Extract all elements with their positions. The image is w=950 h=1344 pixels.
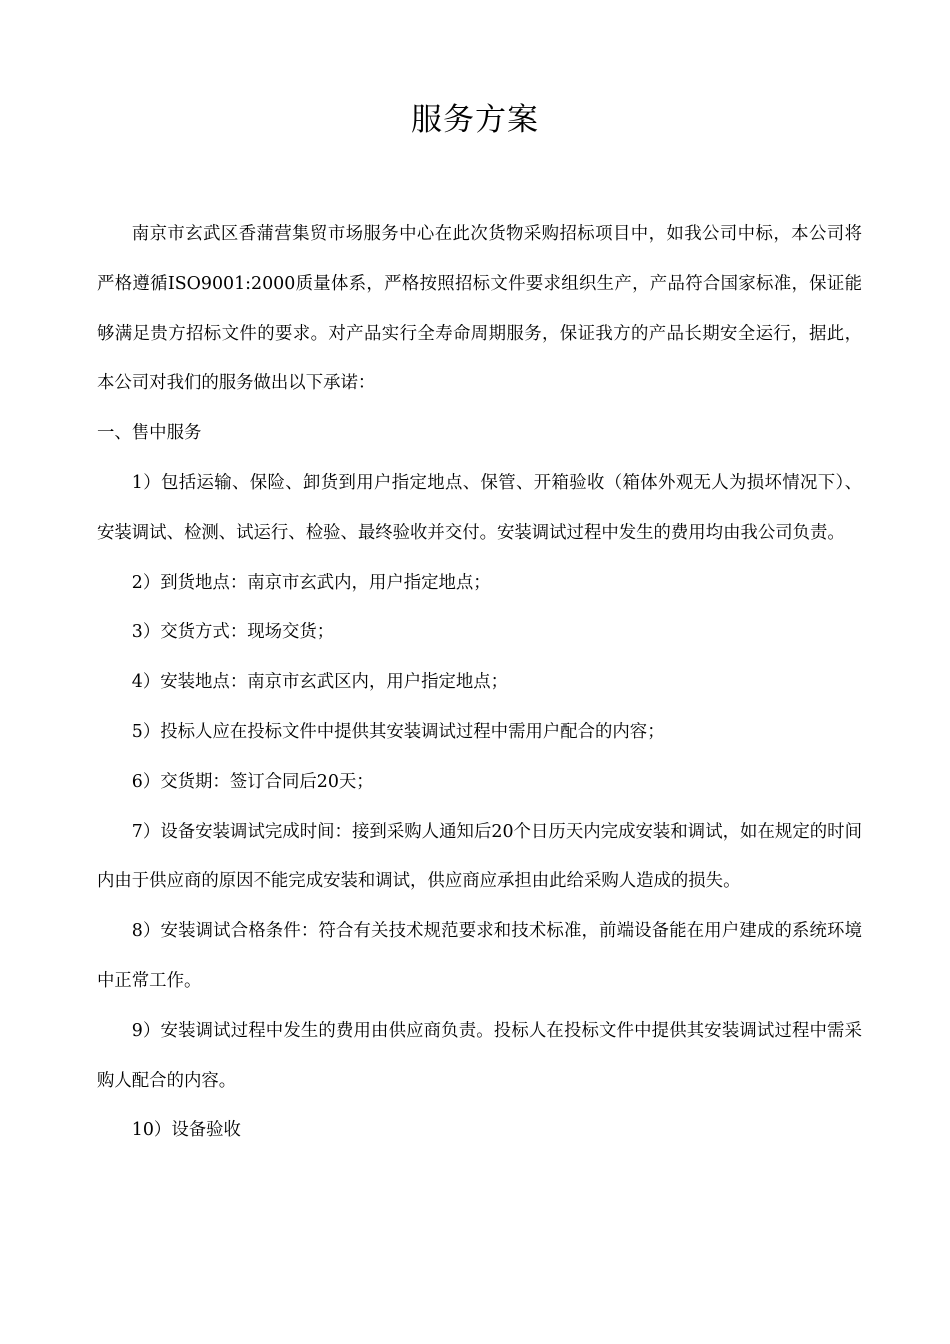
document-title: 服务方案: [411, 102, 539, 138]
list-item: 5）投标人应在投标文件中提供其安装调试过程中需用户配合的内容；: [131, 721, 665, 742]
list-item: 8）安装调试合格条件：符合有关技术规范要求和技术标准，前端设备能在用户建成的系统环境中正常工作。: [97, 921, 862, 991]
list-item: 3）交货方式：现场交货；: [131, 622, 335, 643]
list-item: 10）设备验收: [131, 1120, 241, 1141]
document-body: [97, 210, 862, 1156]
list-item: 7）设备安装调试完成时间：接到采购人通知后20个日历天内完成安装和调试，如在规定的时间内由于供应商的原因不能完成安装和调试，供应商应承担由此给采购人造成的损失。: [97, 821, 862, 892]
section-heading: 一、售中服务: [97, 423, 202, 444]
list-item: 9）安装调试过程中发生的费用由供应商负责。投标人在投标文件中提供其安装调试过程中需采购人配合的内容。: [97, 1020, 862, 1091]
list-item: 1）包括运输、保险、卸货到用户指定地点、保管、开箱验收（箱体外观无人为损坏情况下）、安装调试、检测、试运行、检验、最终验收并交付。安装调试过程中发生的费用均由我公司负责。: [97, 472, 862, 543]
intro-paragraph: 南京市玄武区香蒲营集贸市场服务中心在此次货物采购招标项目中，如我公司中标，本公司将严格遵循ISO9001:2000质量体系，严格按照招标文件要求组织生产，产品符合国家标准，保证能够满足贵方招标文件的要求。对产品实行全寿命周期服务，保证我方的产品长期安全运行，据此，本公司对我们的服务做出以下承诺：: [97, 224, 862, 394]
list-item: 6）交货期：签订合同后20天；: [131, 771, 374, 792]
list-item: 4）安装地点：南京市玄武区内，用户指定地点；: [131, 672, 509, 693]
list-item: 2）到货地点：南京市玄武内，用户指定地点；: [131, 572, 491, 593]
